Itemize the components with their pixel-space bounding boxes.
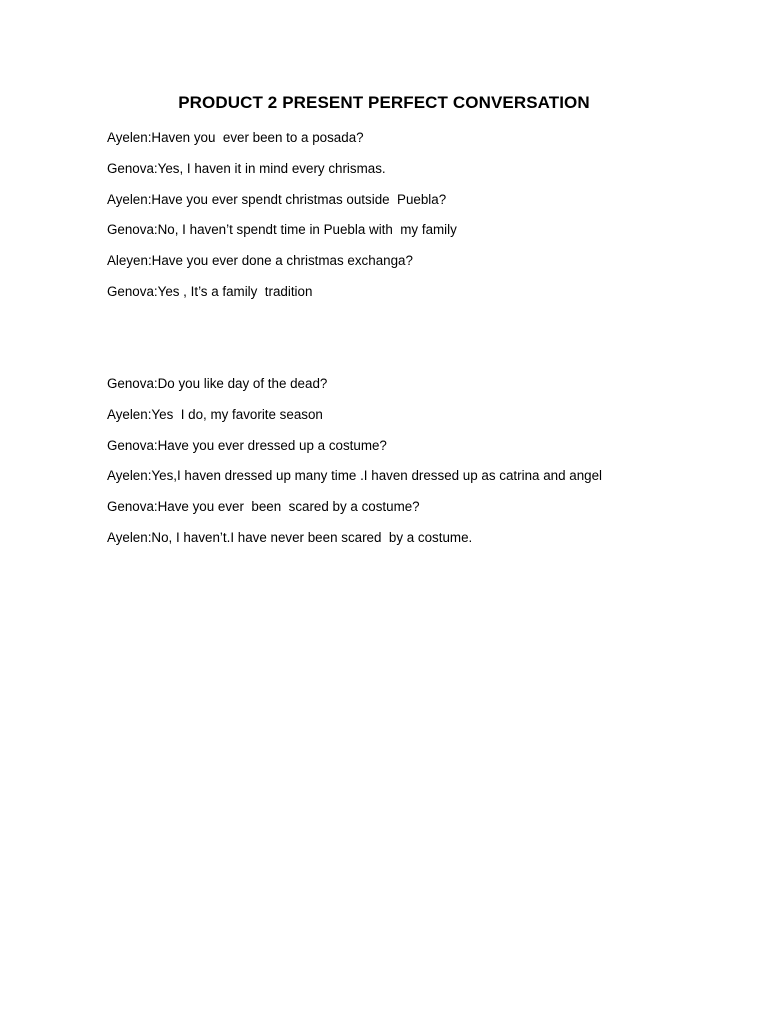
conversation-block-day-of-dead [107, 375, 602, 560]
dialogue-line: Ayelen:Yes I do, my favorite season [107, 406, 323, 422]
document-title: PRODUCT 2 PRESENT PERFECT CONVERSATION [178, 93, 590, 112]
dialogue-line: Genova:Yes, I haven it in mind every chrismas. [107, 160, 386, 176]
dialogue-line: Ayelen:No, I haven’t.I have never been scared by a costume. [107, 529, 473, 545]
dialogue-line: Ayelen:Have you ever spendt christmas outside Puebla? [107, 191, 447, 207]
dialogue-line: Genova:Do you like day of the dead? [107, 376, 328, 391]
dialogue-line: Ayelen:Yes,I haven dressed up many time .I haven dressed up as catrina and angel [107, 468, 603, 484]
dialogue-line: Ayelen:Haven you ever been to a posada? [107, 130, 364, 145]
dialogue-line: Aleyen:Have you ever done a christmas exchanga? [107, 253, 413, 269]
dialogue-line: Genova:Have you ever been scared by a costume? [107, 499, 420, 515]
dialogue-line: Genova:Have you ever dressed up a costume? [107, 437, 387, 453]
dialogue-line: Genova:Yes , It’s a family tradition [107, 283, 313, 299]
conversation-block-christmas [107, 129, 457, 314]
dialogue-line: Genova:No, I haven’t spendt time in Puebla with my family [107, 222, 457, 238]
